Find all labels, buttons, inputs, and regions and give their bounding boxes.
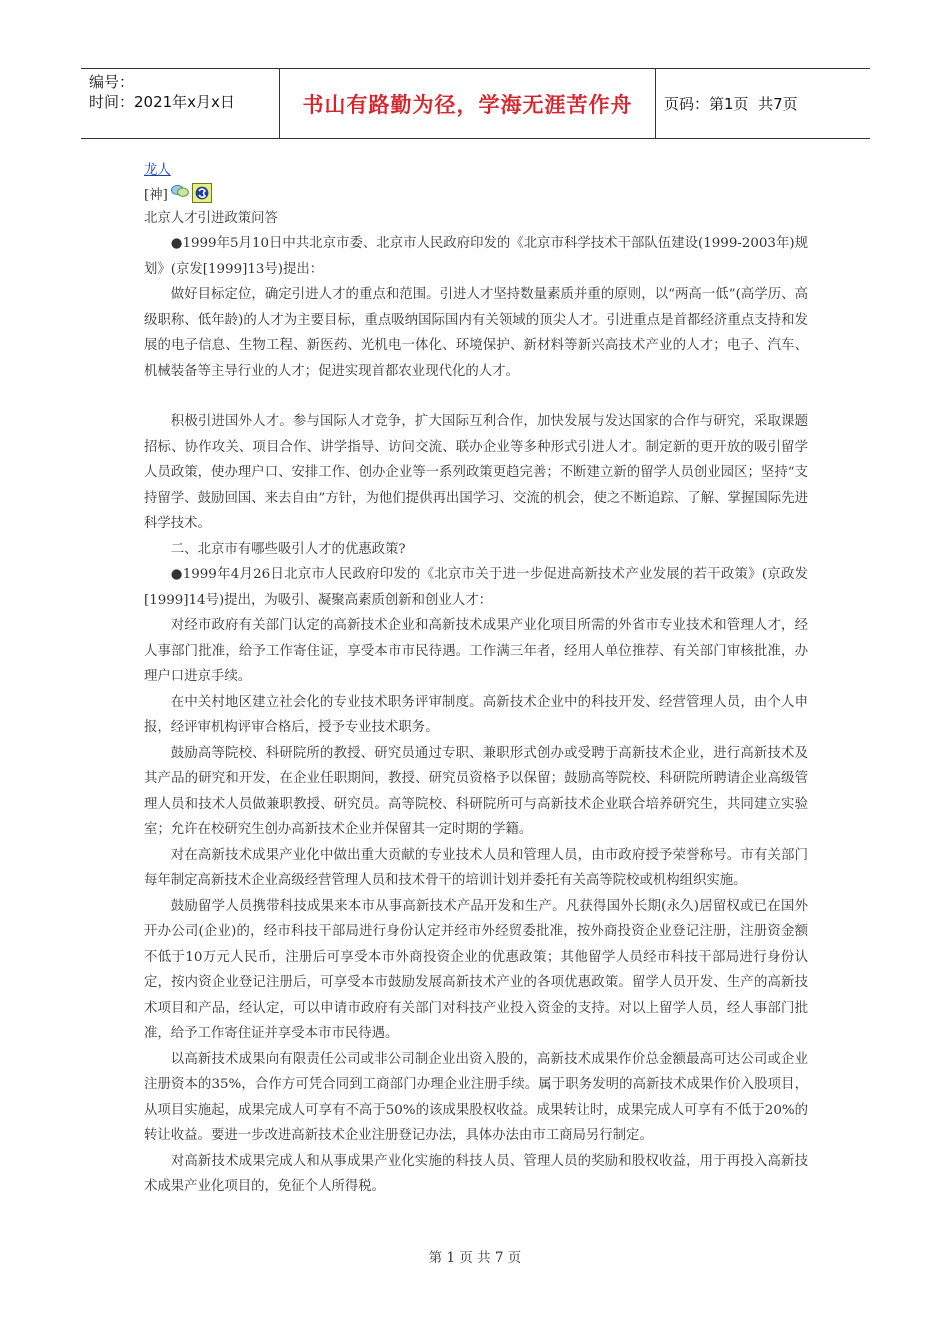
page-info-text: 页码：第1页 共7页 <box>664 95 798 113</box>
header-divider <box>655 69 656 138</box>
number-label: 编号： <box>89 73 135 91</box>
paragraph: 对在高新技术成果产业化中做出重大贡献的专业技术人员和管理人员，由市政府授予荣誉称号。市有关部门每年制定高新技术企业高级经营管理人员和技术骨干的培训计划并委托有关高等院校或机构组织实施。 <box>144 847 808 888</box>
paragraph: ●1999年4月26日北京市人民政府印发的《北京市关于进一步促进高新技术产业发展的若干政策》(京政发[1999]14号)提出，为吸引、凝聚高素质创新和创业人才： <box>144 567 808 608</box>
time-label: 时间：2021年x月x日 <box>89 93 235 111</box>
header-info <box>89 72 235 112</box>
paragraph: 对经市政府有关部门认定的高新技术企业和高新技术成果产业化项目所需的外省市专业技术和管理人才，经人事部门批准，给予工作寄住证，享受本市市民待遇。工作满三年者，经用人单位推荐、有关部门审核批准，办理户口进京手续。 <box>144 618 808 684</box>
section-heading: 二、北京市有哪些吸引人才的优惠政策? <box>170 541 406 557</box>
paragraph: 对高新技术成果完成人和从事成果产业化实施的科技人员、管理人员的奖励和股权收益，用于再投入高新技术成果产业化项目的，免征个人所得税。 <box>144 1153 808 1194</box>
page-footer: 第 1 页 共 7 页 <box>428 1250 522 1266</box>
page-header <box>81 68 870 139</box>
paragraph: 鼓励留学人员携带科技成果来本市从事高新技术产品开发和生产。凡获得国外长期(永久)居留权或已在国外开办公司(企业)的，经市科技干部局进行身份认定并经市外经贸委批准，按外商投资企业登记注册，注册资金额不低于10万元人民币，注册后可享受本市外商投资企业的优惠政策；其他留学人员经市科技干部局进行身份认定，按内资企业登记注册后，可享受本市鼓励发展高新技术产业的各项优惠政策。留学人员开发、生产的高新技术项目和产品，经认定，可以申请市政府有关部门对科技产业投入资金的支持。对以上留学人员，经人事部门批准，给予工作寄住证并享受本市市民待遇。 <box>144 898 808 1041</box>
article-title: 北京人才引进政策问答 <box>144 211 278 226</box>
message-sticker-icon[interactable] <box>192 183 212 203</box>
paragraph: 做好目标定位，确定引进人才的重点和范围。引进人才坚持数量素质并重的原则，以“两高一低”(高学历、高级职称、低年龄)的人才为主要目标，重点吸纳国际国内有关领域的顶尖人才。引进重点是首都经济重点支持和发展的电子信息、生物工程、新医药、光机电一体化、环境保护、新材料等新兴高技术产业的人才；电子、汽车、机械装备等主导行业的人才；促进实现首都农业现代化的人才。 <box>144 287 808 379</box>
paragraph: 在中关村地区建立社会化的专业技术职务评审制度。高新技术企业中的科技开发、经营管理人员，由个人申报，经评审机构评审合格后，授予专业技术职务。 <box>144 694 808 735</box>
author-link[interactable]: 龙人 <box>144 163 171 178</box>
paragraph: 鼓励高等院校、科研院所的教授、研究员通过专职、兼职形式创办或受聘于高新技术企业，进行高新技术及其产品的研究和开发，在企业任职期间，教授、研究员资格予以保留；鼓励高等院校、科研院所聘请企业高级管理人员和技术人员做兼职教授、研究员。高等院校、科研院所可与高新技术企业联合培养研究生，共同建立实验室；允许在校研究生创办高新技术企业并保留其一定时期的学籍。 <box>144 745 808 837</box>
article-body <box>144 160 808 1200</box>
paragraph: ●1999年5月10日中共北京市委、北京市人民政府印发的《北京市科学技术干部队伍建设(1999-2003年)规划》(京发[1999]13号)提出： <box>144 236 808 277</box>
chat-bubbles-icon[interactable] <box>171 184 189 202</box>
author-tagline <box>144 182 808 204</box>
paragraph: 以高新技术成果向有限责任公司或非公司制企业出资入股的，高新技术成果作价总金额最高可达公司或企业注册资本的35%，合作方可凭合同到工商部门办理企业注册手续。属于职务发明的高新技术成果作价入股项目，从项目实施起，成果完成人可享有不高于50%的该成果股权收益。成果转让时，成果完成人可享有不低于20%的转让收益。要进一步改进高新技术企业注册登记办法，具体办法由市工商局另行制定。 <box>144 1051 808 1143</box>
header-motto: 书山有路勤为径，学海无涯苦作舟 <box>302 92 633 117</box>
paragraph: 积极引进国外人才。参与国际人才竞争，扩大国际互利合作，加快发展与发达国家的合作与研究，采取课题招标、协作攻关、项目合作、讲学指导、访问交流、联办企业等多种形式引进人才。制定新的更开放的吸引留学人员政策，使办理户口、安排工作、创办企业等一系列政策更趋完善；不断建立新的留学人员创业园区；坚持“支持留学、鼓励回国、来去自由”方针，为他们提供再出国学习、交流的机会，使之不断追踪、了解、掌握国际先进科学技术。 <box>144 414 808 531</box>
header-page-info <box>664 69 798 138</box>
rank-tag: [神] <box>144 187 168 203</box>
